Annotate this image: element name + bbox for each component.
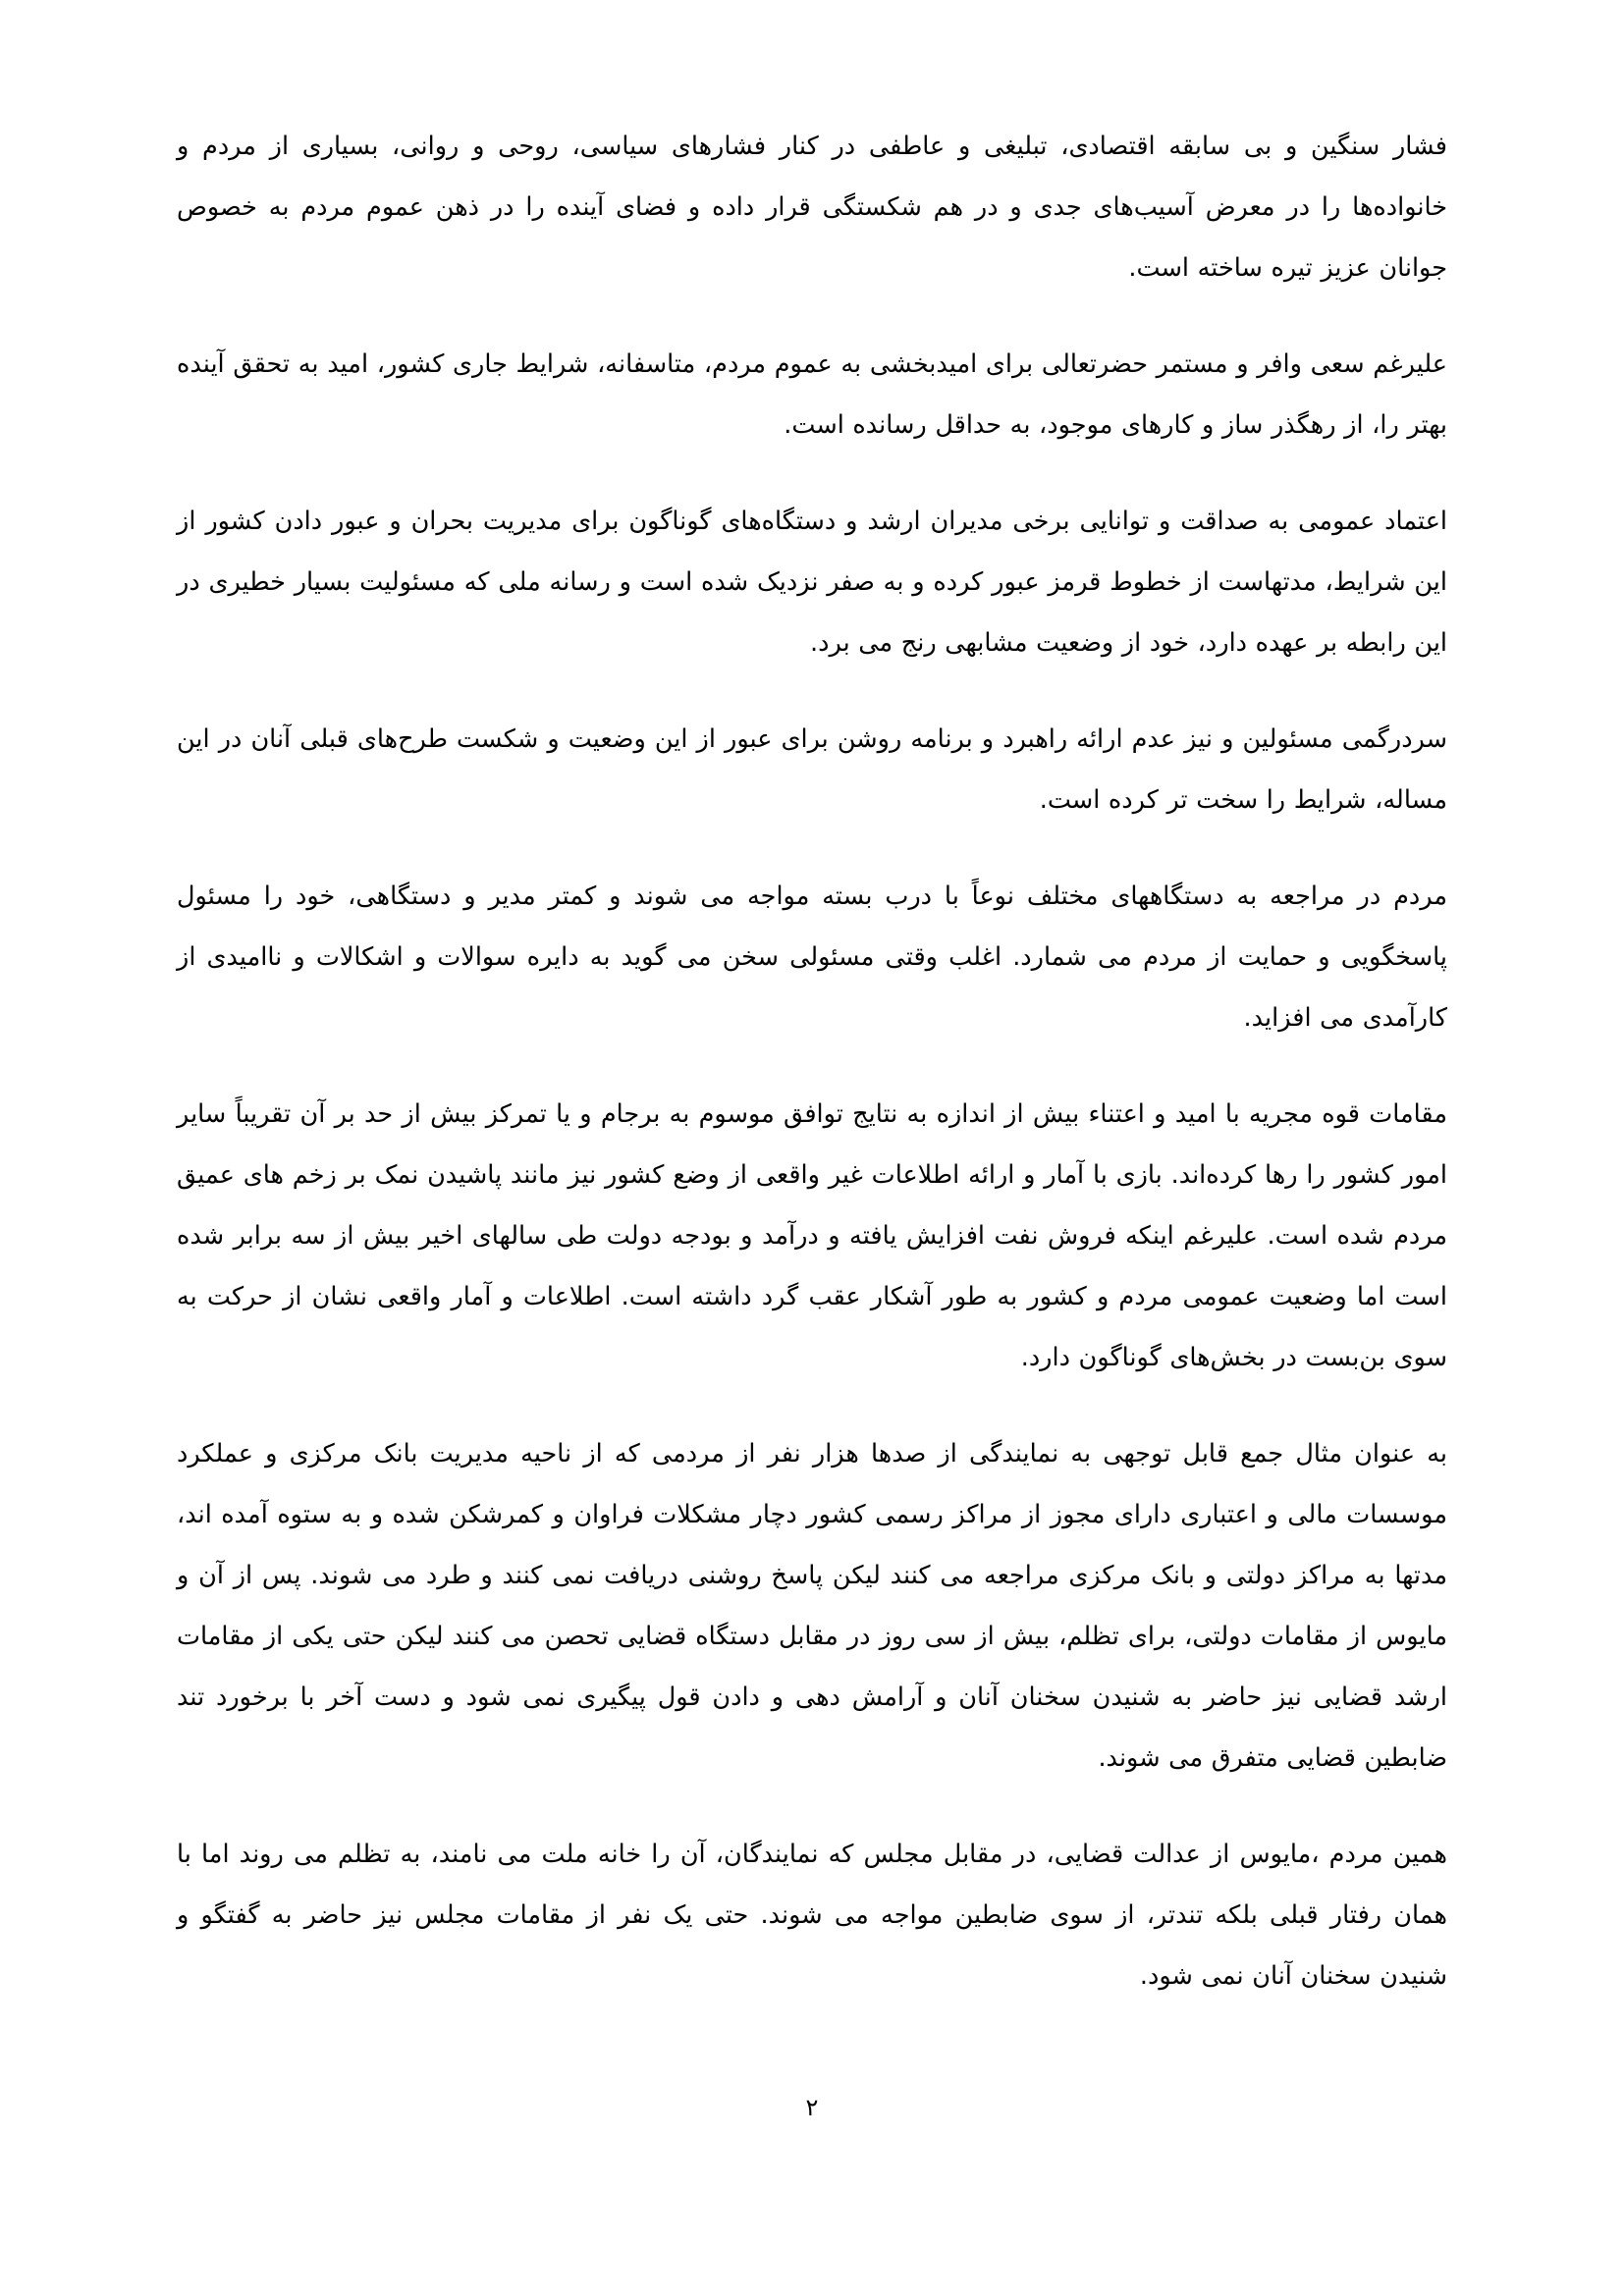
paragraph-7: به عنوان مثال جمع قابل توجهی به نمایندگی از صدها هزار نفر از مردمی که از ناحیه مدیریت بانک مرکزی و عملکرد موسسات مالی و اعتباری دارای مجوز از مراکز رسمی کشور دچار مشکلات فراوان و کمرشکن شده و به ستوه آمده اند، مدتها به مراکز دولتی و بانک مرکزی مراجعه می کنند لیکن پاسخ روشنی دریافت نمی کنند و طرد می شوند. پس از آن و مایوس از مقامات دولتی، برای تظلم، بیش از سی روز در مقابل دستگاه قضایی تحصن می کنند لیکن حتی یکی از مقامات ارشد قضایی نیز حاضر به شنیدن سخنان آنان و آرامش دهی و دادن قول پیگیری نمی شود و دست آخر با برخورد تند ضابطین قضایی متفرق می شوند. <box>177 1439 1447 1773</box>
paragraph-6: مقامات قوه مجریه با امید و اعتناء بیش از اندازه به نتایج توافق موسوم به برجام و یا تمرکز بیش از حد بر آن تقریباً سایر امور کشور را رها کرده‌اند. بازی با آمار و ارائه اطلاعات غیر واقعی از وضع کشور نیز مانند پاشیدن نمک بر زخم های عمیق مردم شده است. علیرغم اینکه فروش نفت افزایش یافته و درآمد و بودجه دولت طی سالهای اخیر بیش از سه برابر شده است اما وضعیت عمومی مردم و کشور به طور آشکار عقب گرد داشته است. اطلاعات و آمار واقعی نشان از حرکت به سوی بن‌بست در بخش‌های گوناگون دارد. <box>177 1099 1447 1372</box>
paragraph-4: سردرگمی مسئولین و نیز عدم ارائه راهبرد و برنامه روشن برای عبور از این وضعیت و شکست طرح‌های قبلی آنان در این مساله، شرایط را سخت تر کرده است. <box>177 724 1447 815</box>
page-number: ۲ <box>805 2094 819 2121</box>
paragraph-3: اعتماد عمومی به صداقت و توانایی برخی مدیران ارشد و دستگاه‌های گوناگون برای مدیریت بحران و عبور دادن کشور از این شرایط، مدتهاست از خطوط قرمز عبور کرده و به صفر نزدیک شده است و رسانه ملی که مسئولیت بسیار خطیری در این رابطه بر عهده دارد، خود از وضعیت مشابهی رنج می برد. <box>177 507 1447 658</box>
paragraph-1: فشار سنگین و بی سابقه اقتصادی، تبلیغی و عاطفی در کنار فشارهای سیاسی، روحی و روانی، بسیاری از مردم و خانواده‌ها را در معرض آسیب‌های جدی و در هم شکستگی قرار داده و فضای آینده را در ذهن عموم مردم به خصوص جوانان عزیز تیره ساخته است. <box>177 132 1447 283</box>
paragraph-8: همین مردم ،مایوس از عدالت قضایی، در مقابل مجلس که نمایندگان، آن را خانه ملت می نامند، به تظلم می روند اما با همان رفتار قبلی بلکه تندتر، از سوی ضابطین مواجه می شوند. حتی یک نفر از مقامات مجلس نیز حاضر به گفتگو و شنیدن سخنان آنان نمی شود. <box>177 1840 1447 1991</box>
document-body <box>177 116 1447 2006</box>
paragraph-5: مردم در مراجعه به دستگاههای مختلف نوعاً با درب بسته مواجه می شوند و کمتر مدیر و دستگاهی، خود را مسئول پاسخگویی و حمایت از مردم می شمارد. اغلب وقتی مسئولی سخن می گوید به دایره سوالات و اشکالات و ناامیدی از کارآمدی می افزاید. <box>177 881 1447 1033</box>
paragraph-2: علیرغم سعی وافر و مستمر حضرتعالی برای امیدبخشی به عموم مردم، متاسفانه، شرایط جاری کشور، امید به تحقق آینده بهتر را، از رهگذر ساز و کارهای موجود، به حداقل رسانده است. <box>177 349 1447 440</box>
